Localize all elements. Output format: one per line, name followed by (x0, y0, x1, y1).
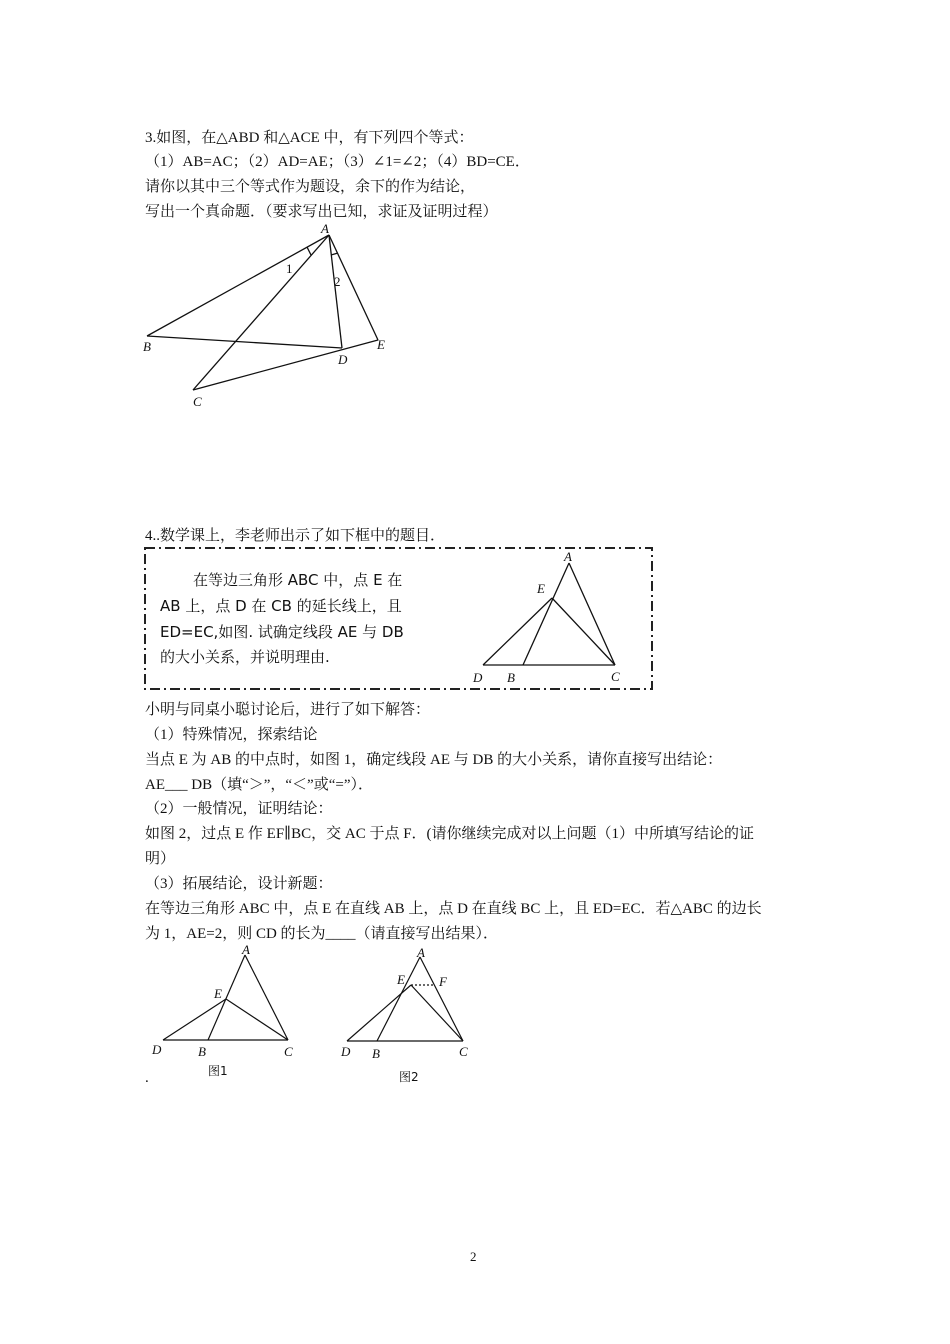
segment-ce (193, 340, 378, 390)
figure-1 (145, 942, 310, 1062)
label-c: C (193, 394, 202, 409)
segment-de (347, 985, 411, 1041)
box-line-3: ED=EC,如图. 试确定线段 AE 与 DB (160, 623, 404, 641)
label-e: E (397, 972, 405, 987)
segment-ec (411, 985, 463, 1041)
q4-p5: （2）一般情况，证明结论： (145, 801, 333, 817)
box-line-4: 的大小关系，并说明理由. (160, 648, 330, 666)
q4-p10: 为 1，AE=2，则 CD 的长为____（请直接写出结果）． (145, 926, 499, 942)
figure-2 (335, 945, 480, 1065)
label-c: C (459, 1044, 468, 1059)
q3-line-3: 请你以其中三个等式作为题设，余下的作为结论， (145, 179, 476, 195)
label-a: A (417, 945, 425, 960)
q3-line-1: 3.如图，在△ABD 和△ACE 中，有下列四个等式： (145, 130, 474, 146)
label-angle-2: 2 (334, 274, 341, 289)
segment-ab (147, 235, 329, 336)
q4-intro: 4..数学课上，李老师出示了如下框中的题目． (145, 528, 446, 544)
label-e: E (537, 581, 545, 596)
segment-ec (552, 598, 615, 665)
label-b: B (143, 339, 151, 354)
q4-p3: 当点 E 为 AB 的中点时，如图 1，确定线段 AE 与 DB 的大小关系，请你直接写出结论： (145, 752, 723, 768)
label-d: D (338, 352, 348, 367)
segment-ab (523, 563, 569, 665)
label-a: A (564, 549, 572, 564)
q3-line-4: 写出一个真命题．（要求写出已知，求证及证明过程） (145, 204, 498, 220)
label-a: A (321, 221, 329, 236)
label-d: D (473, 670, 483, 685)
q4-p4: AE___ DB（填“＞”，“＜”或“=”）． (145, 777, 373, 793)
segment-ec (226, 999, 288, 1040)
label-c: C (284, 1044, 293, 1059)
label-angle-1: 1 (286, 261, 293, 276)
box-line-2: AB 上，点 D 在 CB 的延长线上，且 (160, 597, 402, 615)
stray-dot: . (145, 1070, 149, 1086)
label-b: B (372, 1046, 380, 1061)
q4-p7: 明） (145, 851, 176, 867)
label-d: D (152, 1042, 162, 1057)
label-c: C (611, 669, 620, 684)
q4-p6: 如图 2，过点 E 作 EF∥BC，交 AC 于点 F．(请你继续完成对以上问题（1）中所填写结论的证 (145, 826, 755, 842)
q4-p1: 小明与同桌小聪讨论后，进行了如下解答： (145, 702, 431, 718)
segment-ab (377, 957, 420, 1041)
box-line-1: 在等边三角形 ABC 中，点 E 在 (193, 571, 403, 589)
segment-bd (147, 336, 342, 348)
box-triangle-figure (465, 548, 635, 688)
page-number: 2 (470, 1249, 477, 1264)
segment-ac (569, 563, 615, 665)
q3-line-2: （1）AB=AC；（2）AD=AE；（3）∠1=∠2；（4）BD=CE． (145, 154, 530, 170)
label-f: F (439, 974, 447, 989)
q4-p9: 在等边三角形 ABC 中，点 E 在直线 AB 上，点 D 在直线 BC 上，且 ED=EC．若△ABC 的边长 (145, 901, 762, 917)
figure-2-caption: 图2 (399, 1070, 419, 1084)
q3-figure (135, 220, 405, 415)
label-d: D (341, 1044, 351, 1059)
q4-p2: （1）特殊情况，探索结论 (145, 727, 318, 743)
label-b: B (198, 1044, 206, 1059)
segment-de (483, 598, 552, 665)
label-e: E (214, 986, 222, 1001)
angle-2-mark (331, 253, 338, 255)
angle-1-mark (307, 247, 311, 255)
label-b: B (507, 670, 515, 685)
label-a: A (242, 942, 250, 957)
segment-ac (420, 957, 463, 1041)
segment-ac (193, 235, 329, 390)
label-e: E (377, 337, 385, 352)
figure-1-caption: 图1 (208, 1064, 228, 1078)
segment-ac (245, 955, 288, 1040)
segment-ad (329, 235, 342, 348)
q4-p8: （3）拓展结论，设计新题： (145, 876, 333, 892)
